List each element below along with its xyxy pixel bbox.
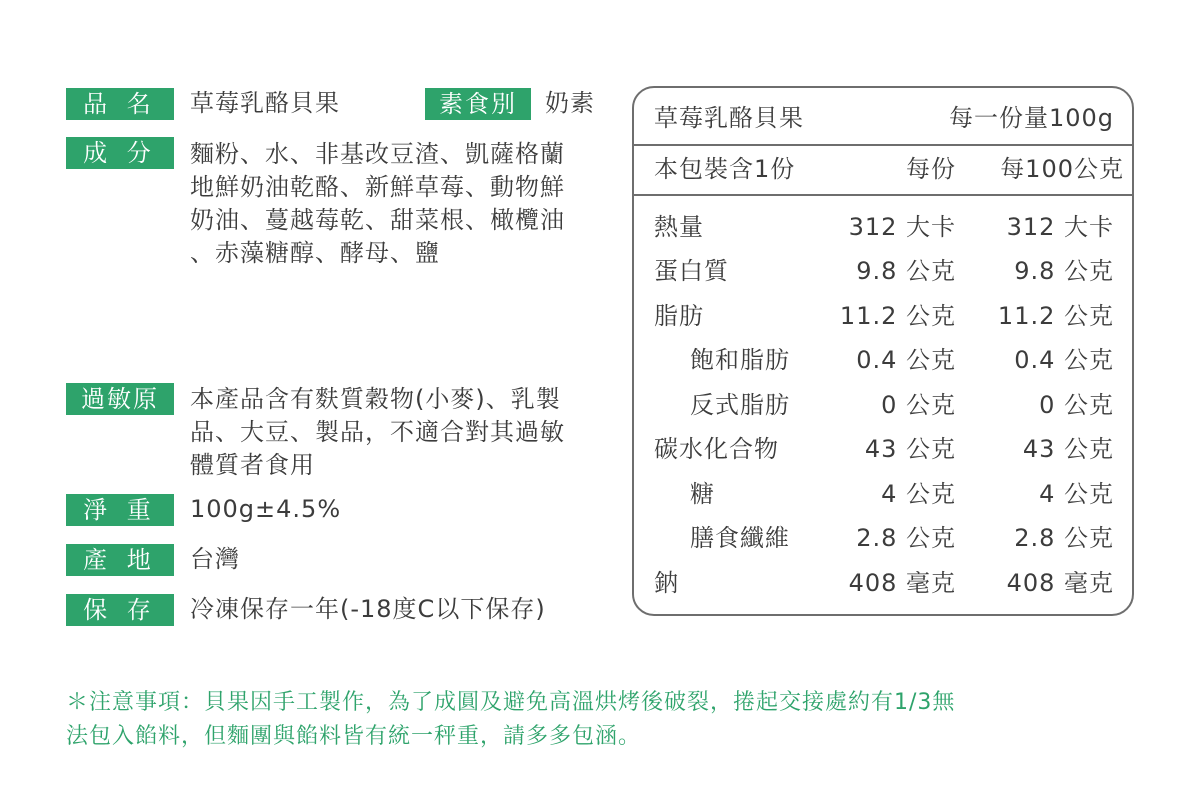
- nutrition-row-per-serving: 312 大卡: [848, 213, 956, 241]
- nutrition-row-per-100: 43 公克: [1022, 435, 1114, 463]
- nutrition-row-name: 鈉: [654, 569, 679, 597]
- nutrition-row-per-100: 0.4 公克: [1014, 346, 1114, 374]
- allergen-label: 過敏原: [66, 383, 174, 415]
- nutrition-servings-per-pack: 本包裝含1份: [654, 155, 796, 183]
- nutrition-row-name: 糖: [690, 480, 715, 508]
- nutrition-row-per-100: 408 毫克: [1006, 569, 1114, 597]
- nutrition-row-name: 熱量: [654, 213, 704, 241]
- nutrition-row-per-serving: 2.8 公克: [856, 524, 956, 552]
- notice-line: ＊注意事項：貝果因手工製作，為了成圓及避免高溫烘烤後破裂，捲起交接處約有1/3無: [66, 690, 956, 715]
- ingredients-line: 奶油、蔓越莓乾、甜菜根、橄欖油: [190, 206, 565, 234]
- ingredients-line: 地鮮奶油乾酪、新鮮草莓、動物鮮: [190, 173, 565, 201]
- notice-text: [66, 686, 1146, 754]
- diet-label: 素食別: [425, 88, 531, 120]
- nutrition-row-per-100: 9.8 公克: [1014, 257, 1114, 285]
- ingredients-line: 麵粉、水、非基改豆渣、凱薩格蘭: [190, 140, 565, 168]
- nutrition-row-name: 反式脂肪: [690, 391, 790, 419]
- nutrition-serving-size: 每一份量100g: [948, 104, 1114, 132]
- nutrition-col-per-serving: 每份: [906, 155, 956, 183]
- notice-line: 法包入餡料，但麵團與餡料皆有統一秤重，請多多包涵。: [66, 724, 642, 749]
- panel-divider-2: [632, 194, 1134, 196]
- net-weight-value: 100g±4.5%: [190, 495, 342, 523]
- nutrition-row-per-serving: 408 毫克: [848, 569, 956, 597]
- nutrition-col-per-100: 每100公克: [1000, 155, 1124, 183]
- allergen-line: 本產品含有麩質穀物(小麥)、乳製: [190, 385, 561, 413]
- storage-label: 保 存: [66, 594, 174, 626]
- nutrition-row-per-100: 2.8 公克: [1014, 524, 1114, 552]
- nutrition-row-per-100: 312 大卡: [1006, 213, 1114, 241]
- panel-divider-1: [632, 144, 1134, 146]
- storage-value: 冷凍保存一年(-18度C以下保存): [190, 595, 546, 623]
- nutrition-product-name: 草莓乳酪貝果: [654, 104, 804, 132]
- origin-label: 產 地: [66, 544, 174, 576]
- nutrition-row-per-serving: 0 公克: [881, 391, 956, 419]
- allergen-line: 品、大豆、製品，不適合對其過敏: [190, 418, 565, 446]
- ingredients-label: 成 分: [66, 137, 174, 169]
- nutrition-row-name: 碳水化合物: [654, 435, 779, 463]
- nutrition-row-per-serving: 43 公克: [864, 435, 956, 463]
- nutrition-row-per-serving: 0.4 公克: [856, 346, 956, 374]
- nutrition-row-per-100: 4 公克: [1039, 480, 1114, 508]
- nutrition-row-per-100: 11.2 公克: [997, 302, 1114, 330]
- nutrition-row-name: 膳食纖維: [690, 524, 790, 552]
- product-name-value: 草莓乳酪貝果: [190, 89, 340, 117]
- ingredients-line: 、赤藻糖醇、酵母、鹽: [190, 239, 440, 267]
- nutrition-row-per-serving: 4 公克: [881, 480, 956, 508]
- nutrition-row-name: 蛋白質: [654, 257, 729, 285]
- net-weight-label: 淨 重: [66, 494, 174, 526]
- nutrition-row-per-serving: 9.8 公克: [856, 257, 956, 285]
- product-name-label: 品 名: [66, 88, 174, 120]
- diet-value: 奶素: [545, 89, 595, 117]
- nutrition-row-name: 飽和脂肪: [690, 346, 790, 374]
- origin-value: 台灣: [190, 545, 240, 573]
- nutrition-row-per-100: 0 公克: [1039, 391, 1114, 419]
- nutrition-row-per-serving: 11.2 公克: [839, 302, 956, 330]
- nutrition-row-name: 脂肪: [654, 302, 704, 330]
- allergen-line: 體質者食用: [190, 451, 315, 479]
